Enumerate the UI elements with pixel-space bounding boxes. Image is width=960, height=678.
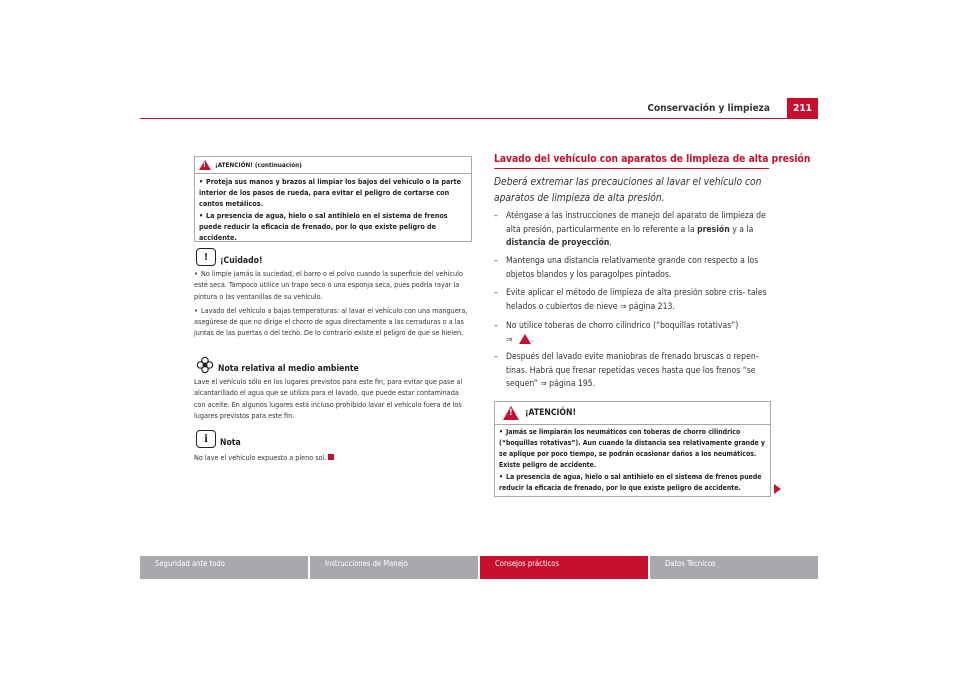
warning-continued-header — [195, 157, 471, 174]
footer-tab-instrucciones[interactable]: Instrucciones de Manejo — [310, 556, 478, 579]
warning-header — [495, 402, 770, 425]
footer-tab-datos[interactable]: Datos Técnicos — [650, 556, 818, 579]
continue-arrow-icon — [774, 484, 781, 494]
environment-title: Nota relativa al medio ambiente — [218, 364, 359, 374]
note-heading — [196, 430, 241, 448]
warning-item: • La presencia de agua, hielo o sal antihielo en el sistema de frenos puede reducir la eficacia de frenado, por lo que existe peligro de accidente. — [499, 473, 762, 492]
warning-box — [494, 401, 771, 497]
header-rule — [140, 118, 818, 119]
right-heading: Lavado del vehículo con aparatos de limpieza de alta presión — [494, 154, 811, 165]
footer-tab-seguridad[interactable]: Seguridad ante todo — [140, 556, 308, 579]
caution-body — [194, 268, 472, 339]
list-item: – Aténgase a las instrucciones de manejo del aparato de limpieza de alta presión, particularmente en lo referente a la presión y a la distancia de proyección. — [494, 211, 766, 248]
environment-heading — [196, 356, 359, 374]
caution-title: ¡Cuidado! — [220, 256, 263, 266]
environment-text: Lave el vehículo sólo en los lugares previstos para este fin, para evitar que pase al alcantarillado el agua que se utiliza para el lavado, que puede estar contaminada con aceite. En algunos lugares está incluso prohibido lavar el vehículo fuera de los lugares previstos para este fin. — [194, 377, 463, 420]
list-item: – No utilice toberas de chorro cilíndrico (“boquillas rotativas”) ⇒ . — [494, 321, 739, 345]
heading-rule — [494, 168, 769, 169]
caution-heading — [196, 248, 262, 266]
end-marker-icon — [328, 454, 334, 460]
warning-continued-box — [194, 156, 472, 242]
list-item: – Mantenga una distancia relativamente grande con respecto a los objetos blandos y los paragolpes pintados. — [494, 256, 759, 280]
section-title: Conservación y limpieza — [647, 103, 770, 114]
warning-item: • Proteja sus manos y brazos al limpiar los bajos del vehículo o la parte interior de los pasos de rueda, para evitar el peligro de cortarse con cantos metálicos. — [199, 177, 461, 208]
list-item: – Después del lavado evite maniobras de frenado bruscas o repen- tinas. Habrá que frenar repetidas veces hasta que los frenos “se sequen” ⇒ página 195. — [494, 352, 759, 389]
caution-item: • No limpie jamás la suciedad, el barro o el polvo cuando la superficie del vehículo esté seca. Tampoco utilice un trapo seco o una esponja seca, pues podría rayar la pintura o las ventanillas de su vehículo. — [194, 269, 463, 301]
warning-triangle-icon — [519, 334, 531, 344]
note-text: No lave el vehículo expuesto a pleno sol. — [194, 452, 472, 463]
caution-icon: ! — [196, 248, 216, 266]
flower-icon — [196, 356, 214, 374]
warning-item: • La presencia de agua, hielo o sal antihielo en el sistema de frenos puede reducir la eficacia de frenado, por lo que existe peligro de accidente. — [199, 211, 448, 242]
right-intro: Deberá extremar las precauciones al lavar el vehículo con aparatos de limpieza de alta presión. — [494, 177, 762, 204]
warning-triangle-icon — [199, 160, 211, 170]
caution-item: • Lavado del vehículo a bajas temperaturas: al lavar el vehículo con una manguera, asegúrese de que no dirige el chorro de agua directamente a las cerraduras o a las juntas de las puertas o del techo. De lo contrario existe el peligro de que se hielen. — [194, 305, 468, 338]
info-icon: i — [196, 430, 216, 448]
footer-tab-consejos[interactable]: Consejos prácticos — [480, 556, 648, 579]
page-number: 211 — [787, 98, 818, 118]
list-item: – Evite aplicar el método de limpieza de alta presión sobre cris- tales helados o cubiertos de nieve ⇒ página 213. — [494, 288, 767, 312]
warning-triangle-icon — [503, 406, 519, 420]
note-title: Nota — [220, 438, 241, 448]
warning-title: ¡ATENCIÓN! — [525, 408, 576, 418]
warning-item: • Jamás se limpiarán los neumáticos con toberas de chorro cilíndrico (“boquillas rotativas”). Aun cuando la distancia sea relativamente grande y se aplique por poco tiempo, se podrán ocasionar daños a los neumáticos. Existe peligro de accidente. — [499, 428, 765, 469]
warning-continued-title: ¡ATENCIÓN! (continuación) — [215, 161, 302, 169]
